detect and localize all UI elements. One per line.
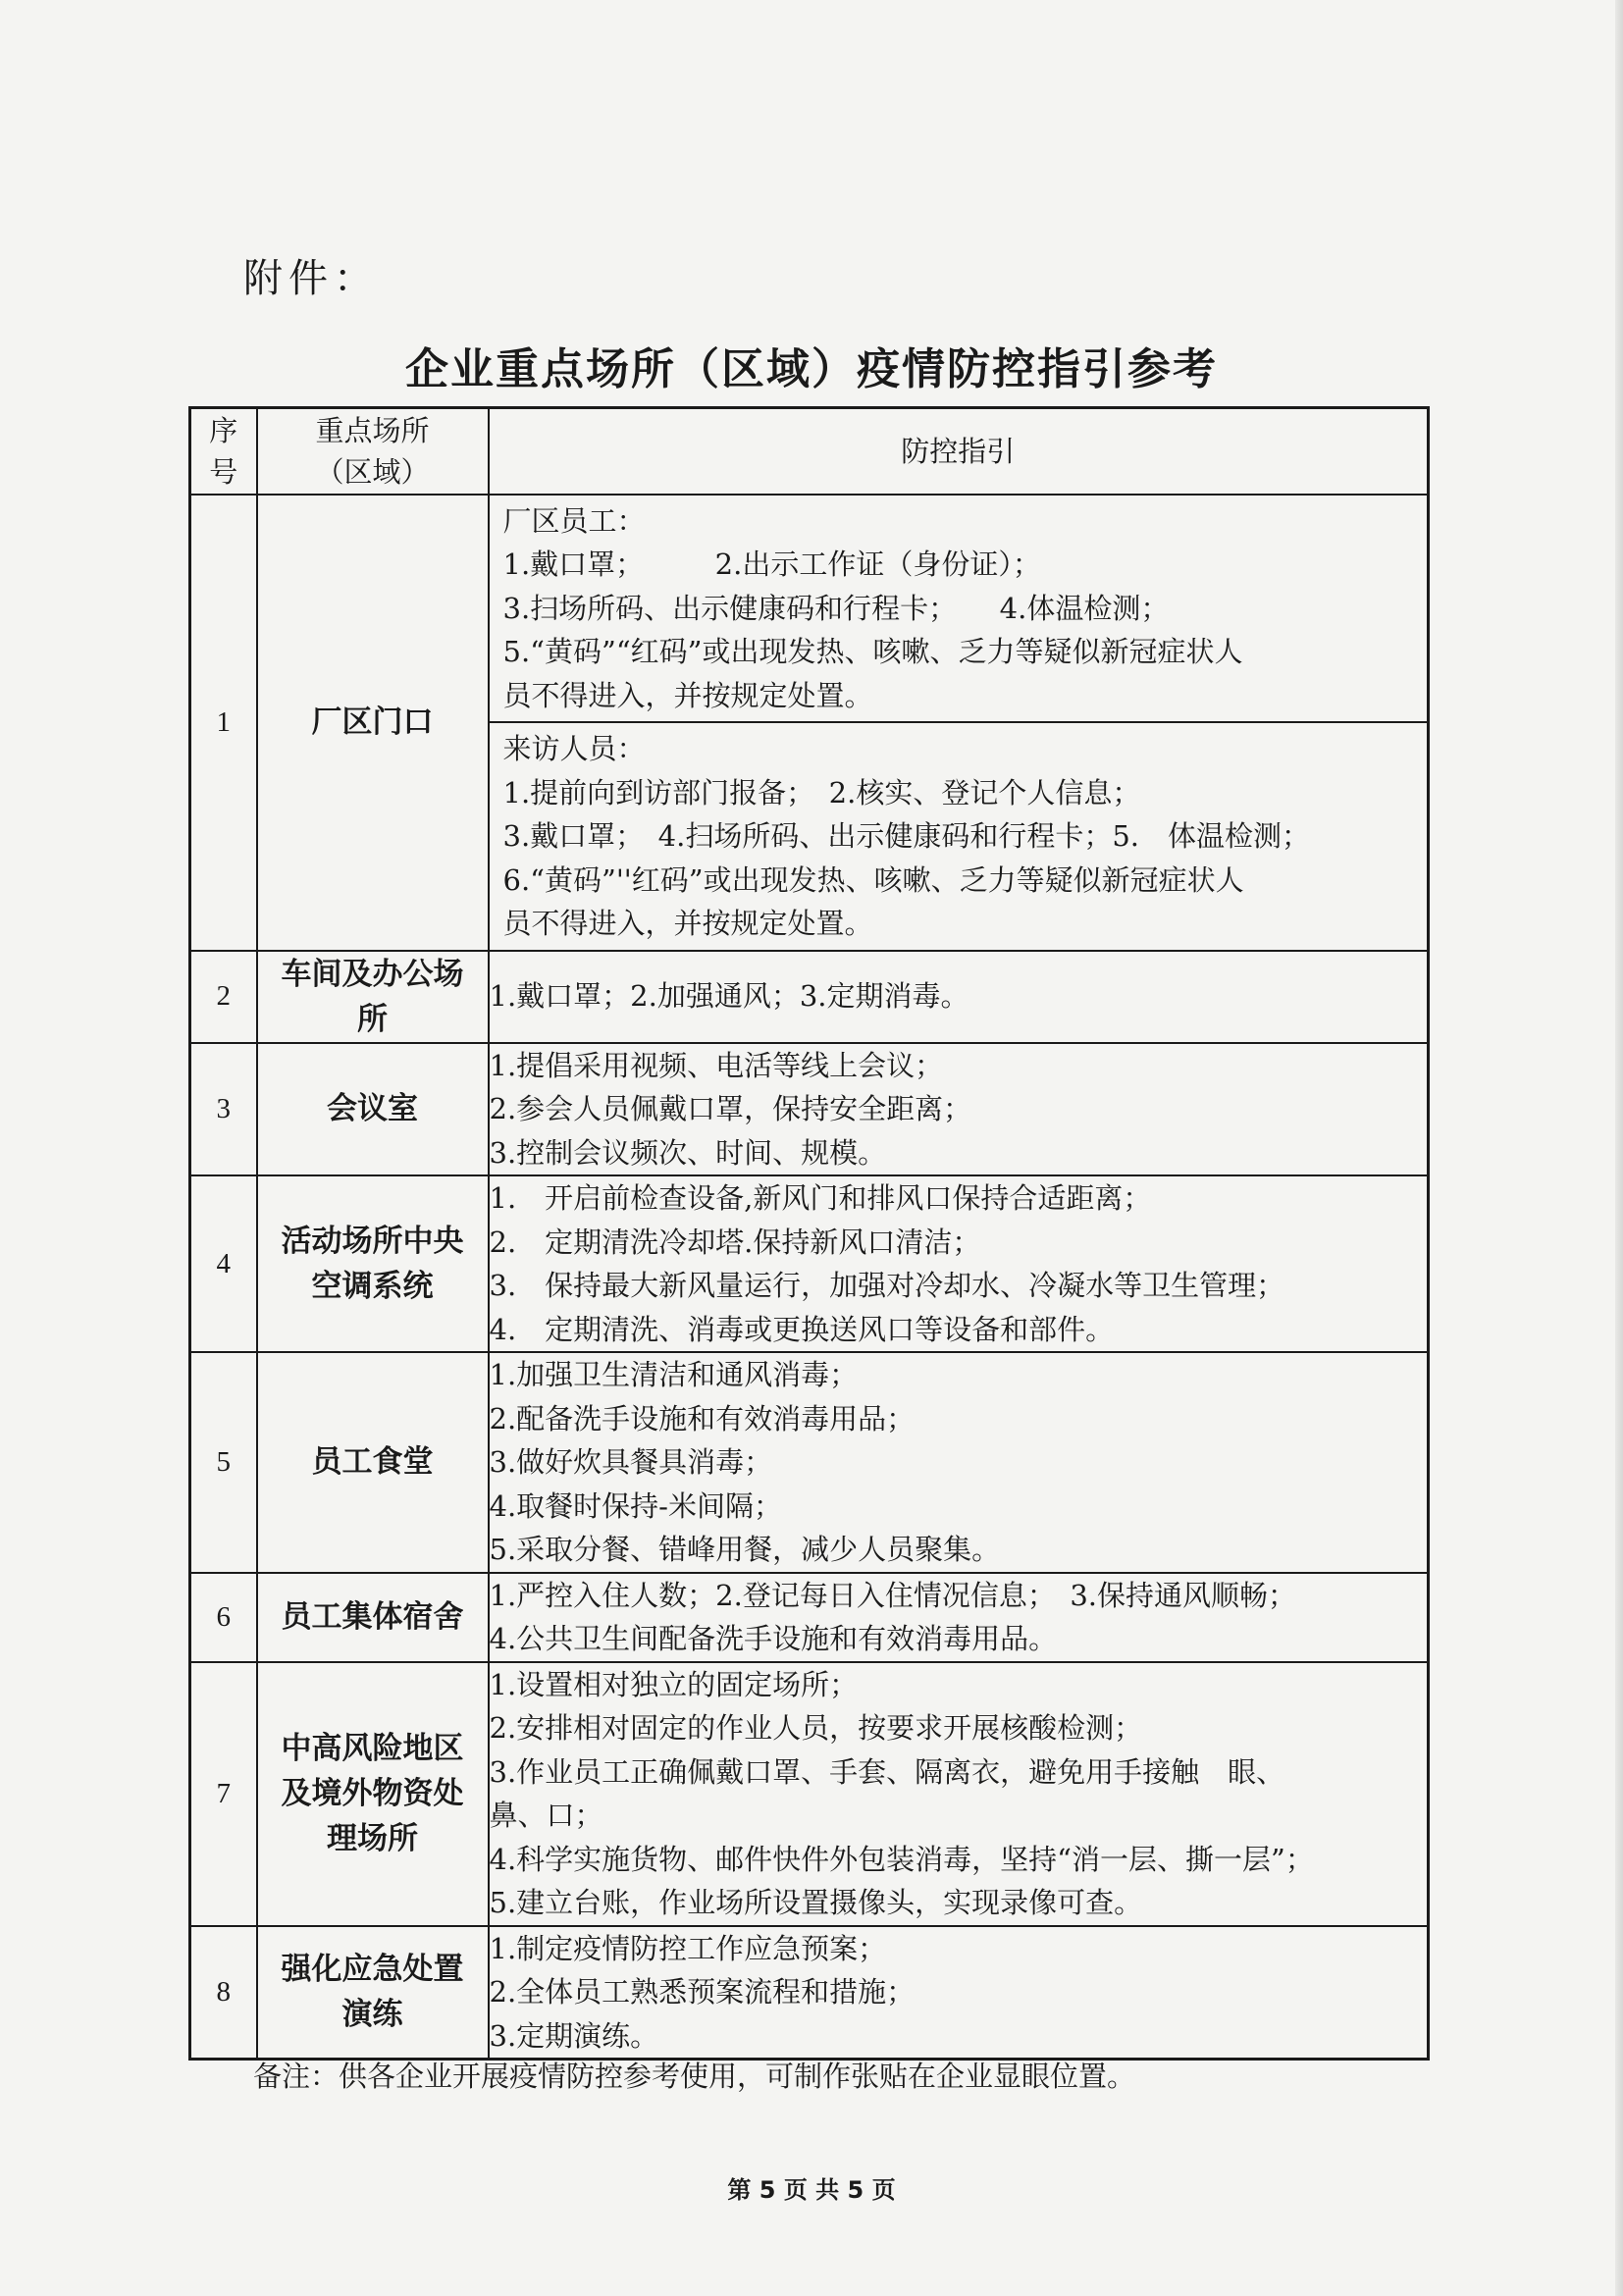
scan-edge-shadow [1615, 0, 1623, 2296]
row-number: 4 [190, 1175, 257, 1352]
row-number: 3 [190, 1043, 257, 1176]
place-line: 中高风险地区 [281, 1731, 464, 1766]
table-row [190, 1352, 1429, 1573]
page-number: 第 5 页 共 5 页 [727, 2176, 896, 2204]
guide-line: 3.扫场所码、出示健康码和行程卡； 4.体温检测； [502, 591, 1170, 625]
table-header-row [190, 408, 1429, 495]
row-place [257, 1175, 489, 1352]
guide-line: 2.参会人员佩戴口罩，保持安全距离； [489, 1092, 972, 1125]
guide-line: 4.公共卫生间配备洗手设施和有效消毒用品。 [489, 1622, 1058, 1655]
row-guide [489, 495, 1429, 951]
guide-line: 3. 保持最大新风量运行，加强对冷却水、冷凝水等卫生管理； [489, 1269, 1285, 1302]
guide-line: 1.提倡采用视频、电活等线上会议； [489, 1048, 944, 1082]
row-guide [489, 1662, 1429, 1926]
table-row [190, 951, 1429, 1043]
row-number: 1 [190, 495, 257, 951]
table-row [190, 495, 1429, 951]
place-line: 及境外物资处 [281, 1776, 464, 1811]
row-place: 员工食堂 [257, 1352, 489, 1573]
guide-line: 6.“黄码”''红码”或出现发热、咳嗽、乏力等疑似新冠症状人 [502, 862, 1244, 897]
footnote: 备注：供各企业开展疫情防控参考使用，可制作张贴在企业显眼位置。 [253, 2060, 1136, 2093]
guide-line: 1.加强卫生清洁和通风消毒； [489, 1358, 859, 1391]
row-place: 员工集体宿舍 [257, 1573, 489, 1662]
staff-guide [490, 496, 1428, 724]
header-no [190, 408, 257, 495]
header-place-line1: 重点场所 [315, 413, 430, 447]
row-place [257, 951, 489, 1043]
row-guide [489, 1043, 1429, 1176]
row-number: 8 [190, 1926, 257, 2060]
guide-line: 5.“黄码”“红码”或出现发热、咳嗽、乏力等疑似新冠症状人 [502, 635, 1243, 668]
table-row [190, 1043, 1429, 1176]
row-place: 会议室 [257, 1043, 489, 1176]
row-number: 6 [190, 1573, 257, 1662]
header-place-line2: （区域） [315, 454, 430, 489]
guide-line: 3.做好炊具餐具消毒； [489, 1445, 773, 1479]
header-no-line1: 序 [209, 413, 238, 447]
guide-line: 1.严控入住人数；2.登记每日入住情况信息； 3.保持通风顺畅； [489, 1578, 1297, 1612]
row-guide [489, 1352, 1429, 1573]
place-line: 演练 [341, 1997, 403, 2033]
row-number: 7 [190, 1662, 257, 1926]
row-guide [489, 1926, 1429, 2060]
place-line: 活动场所中央 [281, 1224, 464, 1259]
guidance-table [188, 406, 1430, 2061]
guide-line: 员不得进入，并按规定处置。 [502, 678, 873, 712]
guide-line: 1.提前向到访部门报备； 2.核实、登记个人信息； [502, 775, 1141, 809]
place-line: 所 [357, 1001, 388, 1037]
header-no-line2: 号 [209, 454, 238, 489]
table-row [190, 1926, 1429, 2060]
guide-line: 1.戴口罩； 2.出示工作证（身份证）； [502, 548, 1041, 581]
header-place [257, 408, 489, 495]
guide-line: 3.戴口罩； 4.扫场所码、出示健康码和行程卡；5. 体温检测； [502, 819, 1311, 853]
row-number: 5 [190, 1352, 257, 1573]
guide-line: 4.科学实施货物、邮件快件外包装消毒，坚持“消一层、撕一层”； [489, 1842, 1314, 1876]
guide-line: 2.全体员工熟悉预案流程和措施； [489, 1975, 916, 2009]
guide-line: 1.戴口罩；2.加强通风；3.定期消毒。 [489, 979, 969, 1014]
row-place [257, 1926, 489, 2060]
attachment-label: 附件： [243, 256, 379, 301]
row-guide [489, 1175, 1429, 1352]
guide-line: 鼻、口； [489, 1799, 603, 1832]
guide-line: 1.制定疫情防控工作应急预案； [489, 1931, 887, 1965]
visitor-guide [490, 723, 1428, 950]
guide-line: 4.取餐时保持-米间隔； [489, 1488, 782, 1523]
document-title: 企业重点场所（区域）疫情防控指引参考 [405, 344, 1218, 394]
header-guide: 防控指引 [489, 408, 1429, 495]
guide-line: 3.控制会议频次、时间、规模。 [489, 1135, 887, 1170]
guide-line: 5.建立台账，作业场所设置摄像头，实现录像可查。 [489, 1886, 1143, 1919]
guide-line: 1.设置相对独立的固定场所； [489, 1667, 859, 1701]
place-line: 强化应急处置 [281, 1952, 464, 1988]
guide-line: 4. 定期清洗、消毒或更换送风口等设备和部件。 [489, 1312, 1115, 1346]
guide-line: 3.作业员工正确佩戴口罩、手套、隔离衣，避免用手接触 眼、 [489, 1754, 1285, 1789]
guide-line: 2. 定期清洗冷却塔.保持新风口清洁； [489, 1225, 981, 1259]
guide-line: 2.配备洗手设施和有效消毒用品； [489, 1401, 916, 1435]
guide-line: 5.采取分餐、错峰用餐，减少人员聚集。 [489, 1533, 1001, 1566]
table-row [190, 1662, 1429, 1926]
place-line: 空调系统 [311, 1269, 434, 1304]
guide-line: 员不得进入，并按规定处置。 [502, 907, 873, 940]
place-line: 理场所 [327, 1821, 418, 1856]
table-row [190, 1175, 1429, 1352]
guide-line: 3.定期演练。 [489, 2018, 659, 2053]
row-guide [489, 951, 1429, 1043]
table-row [190, 1573, 1429, 1662]
row-place [257, 1662, 489, 1926]
row-guide [489, 1573, 1429, 1662]
row-number: 2 [190, 951, 257, 1043]
row-place: 厂区门口 [257, 495, 489, 951]
guide-line: 厂区员工： [502, 503, 646, 538]
place-line: 车间及办公场 [281, 956, 464, 992]
guide-line: 来访人员： [502, 732, 646, 765]
guide-line: 1. 开启前检查设备,新风门和排风口保持合适距离； [489, 1181, 1152, 1215]
guide-line: 2.安排相对固定的作业人员，按要求开展核酸检测； [489, 1711, 1143, 1745]
